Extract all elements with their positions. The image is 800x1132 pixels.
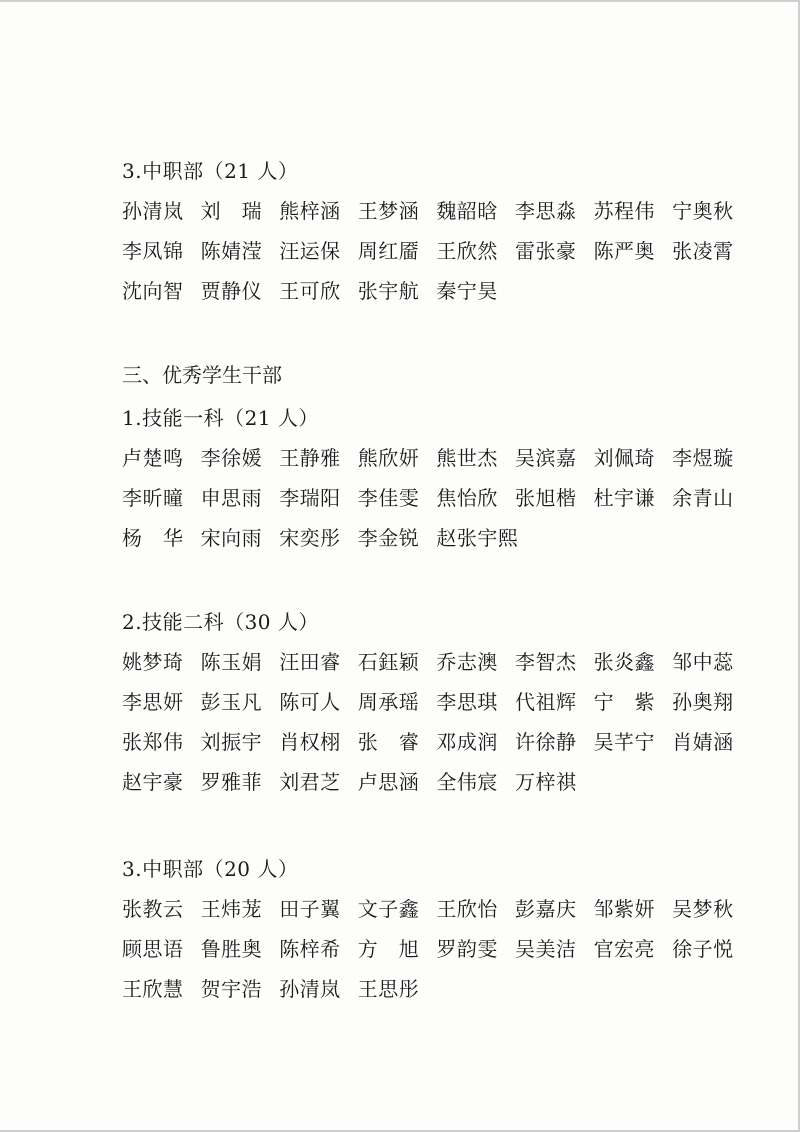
student-name: 申思雨 bbox=[200, 486, 263, 510]
student-name: 孙奥翔 bbox=[672, 690, 734, 714]
student-name: 方 旭 bbox=[357, 937, 420, 961]
student-name: 焦怡欣 bbox=[436, 486, 498, 510]
student-name: 肖婧涵 bbox=[672, 730, 734, 754]
list-block-zhongzhi-20 bbox=[122, 855, 746, 1015]
student-name: 文子鑫 bbox=[357, 897, 420, 921]
student-name: 全伟宸 bbox=[436, 770, 498, 794]
name-list bbox=[122, 444, 746, 564]
student-name: 邹紫妍 bbox=[593, 897, 656, 921]
student-name: 王欣怡 bbox=[436, 897, 498, 921]
student-name: 吴美洁 bbox=[514, 937, 577, 961]
list-block-jineng-yike bbox=[122, 404, 746, 564]
list-heading: 3.中职部（20 人） bbox=[122, 857, 299, 881]
student-name: 陈梓希 bbox=[279, 937, 341, 961]
student-name: 李思淼 bbox=[514, 199, 577, 223]
student-name: 吴滨嘉 bbox=[514, 446, 577, 470]
student-name: 沈向智 bbox=[122, 279, 184, 303]
student-name: 熊欣妍 bbox=[357, 446, 420, 470]
name-row bbox=[122, 277, 746, 317]
name-row bbox=[122, 975, 746, 1015]
student-name: 张郑伟 bbox=[122, 730, 184, 754]
student-name: 吴梦秋 bbox=[672, 897, 734, 921]
name-row bbox=[122, 444, 746, 484]
student-name: 王静雅 bbox=[279, 446, 341, 470]
list-heading: 1.技能一科（21 人） bbox=[122, 406, 319, 430]
student-name: 徐子悦 bbox=[672, 937, 734, 961]
student-name: 李凤锦 bbox=[122, 239, 184, 263]
student-name: 王可欣 bbox=[279, 279, 341, 303]
list-heading: 2.技能二科（30 人） bbox=[122, 610, 319, 634]
student-name: 李佳雯 bbox=[357, 486, 420, 510]
student-name: 石鈺颖 bbox=[357, 650, 420, 674]
student-name: 赵宇豪 bbox=[122, 770, 184, 794]
student-name: 卢思涵 bbox=[357, 770, 420, 794]
student-name: 李思琪 bbox=[436, 690, 498, 714]
student-name: 田子翼 bbox=[279, 897, 341, 921]
student-name: 王梦涵 bbox=[357, 199, 420, 223]
student-name: 鲁胜奥 bbox=[200, 937, 263, 961]
list-block-zhongzhi-21 bbox=[122, 157, 746, 317]
student-name: 顾思语 bbox=[122, 937, 184, 961]
name-row bbox=[122, 895, 746, 935]
student-name: 杨 华 bbox=[122, 526, 184, 550]
name-row bbox=[122, 484, 746, 524]
student-name: 官宏亮 bbox=[593, 937, 656, 961]
student-name: 刘君芝 bbox=[279, 770, 341, 794]
student-name: 邹中蕊 bbox=[672, 650, 734, 674]
student-name: 代祖辉 bbox=[514, 690, 577, 714]
list-block-jineng-erke bbox=[122, 608, 746, 808]
student-name: 刘振宇 bbox=[200, 730, 263, 754]
list-heading: 3.中职部（21 人） bbox=[122, 159, 299, 183]
student-name: 熊梓涵 bbox=[279, 199, 341, 223]
student-name: 陈可人 bbox=[279, 690, 341, 714]
student-name: 宁奥秋 bbox=[672, 199, 734, 223]
student-name: 张凌霄 bbox=[672, 239, 734, 263]
student-name: 宋奕彤 bbox=[279, 526, 341, 550]
name-list bbox=[122, 895, 746, 1015]
student-name: 余青山 bbox=[672, 486, 734, 510]
student-name: 罗雅菲 bbox=[200, 770, 263, 794]
student-name: 陈玉娟 bbox=[200, 650, 263, 674]
student-name: 孙清岚 bbox=[122, 199, 184, 223]
student-name: 王炜茏 bbox=[200, 897, 263, 921]
student-name: 贾静仪 bbox=[200, 279, 263, 303]
name-row bbox=[122, 648, 746, 688]
student-name: 李瑞阳 bbox=[279, 486, 341, 510]
student-name: 熊世杰 bbox=[436, 446, 498, 470]
student-name: 邓成润 bbox=[436, 730, 498, 754]
student-name: 李金锐 bbox=[357, 526, 420, 550]
student-name: 张旭楷 bbox=[514, 486, 577, 510]
student-name: 吴芊宁 bbox=[593, 730, 656, 754]
student-name: 李徐媛 bbox=[200, 446, 263, 470]
student-name: 罗韵雯 bbox=[436, 937, 498, 961]
student-name: 陈婧滢 bbox=[200, 239, 263, 263]
scan-edge-top bbox=[0, 0, 800, 2]
student-name: 宁 紫 bbox=[593, 690, 656, 714]
student-name: 宋向雨 bbox=[200, 526, 263, 550]
student-name: 张宇航 bbox=[357, 279, 420, 303]
student-name: 张 睿 bbox=[357, 730, 420, 754]
section-title: 三、优秀学生干部 bbox=[122, 363, 282, 387]
student-name: 秦宁昊 bbox=[436, 279, 498, 303]
student-name: 李思妍 bbox=[122, 690, 184, 714]
name-row bbox=[122, 524, 746, 564]
student-name: 王欣然 bbox=[436, 239, 498, 263]
student-name: 魏韶晗 bbox=[436, 199, 498, 223]
student-name: 李煜璇 bbox=[672, 446, 734, 470]
name-row bbox=[122, 237, 746, 277]
name-list bbox=[122, 197, 746, 317]
student-name: 汪田睿 bbox=[279, 650, 341, 674]
student-name: 李智杰 bbox=[514, 650, 577, 674]
student-name: 雷张豪 bbox=[514, 239, 577, 263]
name-row bbox=[122, 728, 746, 768]
student-name: 张炎鑫 bbox=[593, 650, 656, 674]
name-row bbox=[122, 197, 746, 237]
name-row bbox=[122, 768, 746, 808]
student-name: 彭玉凡 bbox=[200, 690, 263, 714]
student-name: 苏程伟 bbox=[593, 199, 656, 223]
name-row bbox=[122, 935, 746, 975]
student-name: 周红靥 bbox=[357, 239, 420, 263]
student-name: 万梓祺 bbox=[514, 770, 577, 794]
student-name: 刘 瑞 bbox=[200, 199, 263, 223]
student-name: 杜宇谦 bbox=[593, 486, 656, 510]
student-name: 彭嘉庆 bbox=[514, 897, 577, 921]
student-name: 张教云 bbox=[122, 897, 184, 921]
student-name: 肖权栩 bbox=[279, 730, 341, 754]
student-name: 姚梦琦 bbox=[122, 650, 184, 674]
student-name: 贺宇浩 bbox=[200, 977, 263, 1001]
student-name: 刘佩琦 bbox=[593, 446, 656, 470]
student-name: 陈严奥 bbox=[593, 239, 656, 263]
student-name: 赵张宇熙 bbox=[436, 526, 519, 550]
student-name: 周承瑶 bbox=[357, 690, 420, 714]
student-name: 王思彤 bbox=[357, 977, 420, 1001]
student-name: 许徐静 bbox=[514, 730, 577, 754]
student-name: 孙清岚 bbox=[279, 977, 341, 1001]
student-name: 汪运保 bbox=[279, 239, 341, 263]
student-name: 李昕曈 bbox=[122, 486, 184, 510]
student-name: 乔志澳 bbox=[436, 650, 498, 674]
name-row bbox=[122, 688, 746, 728]
student-name: 卢楚鸣 bbox=[122, 446, 184, 470]
name-list bbox=[122, 648, 746, 808]
student-name: 王欣慧 bbox=[122, 977, 184, 1001]
